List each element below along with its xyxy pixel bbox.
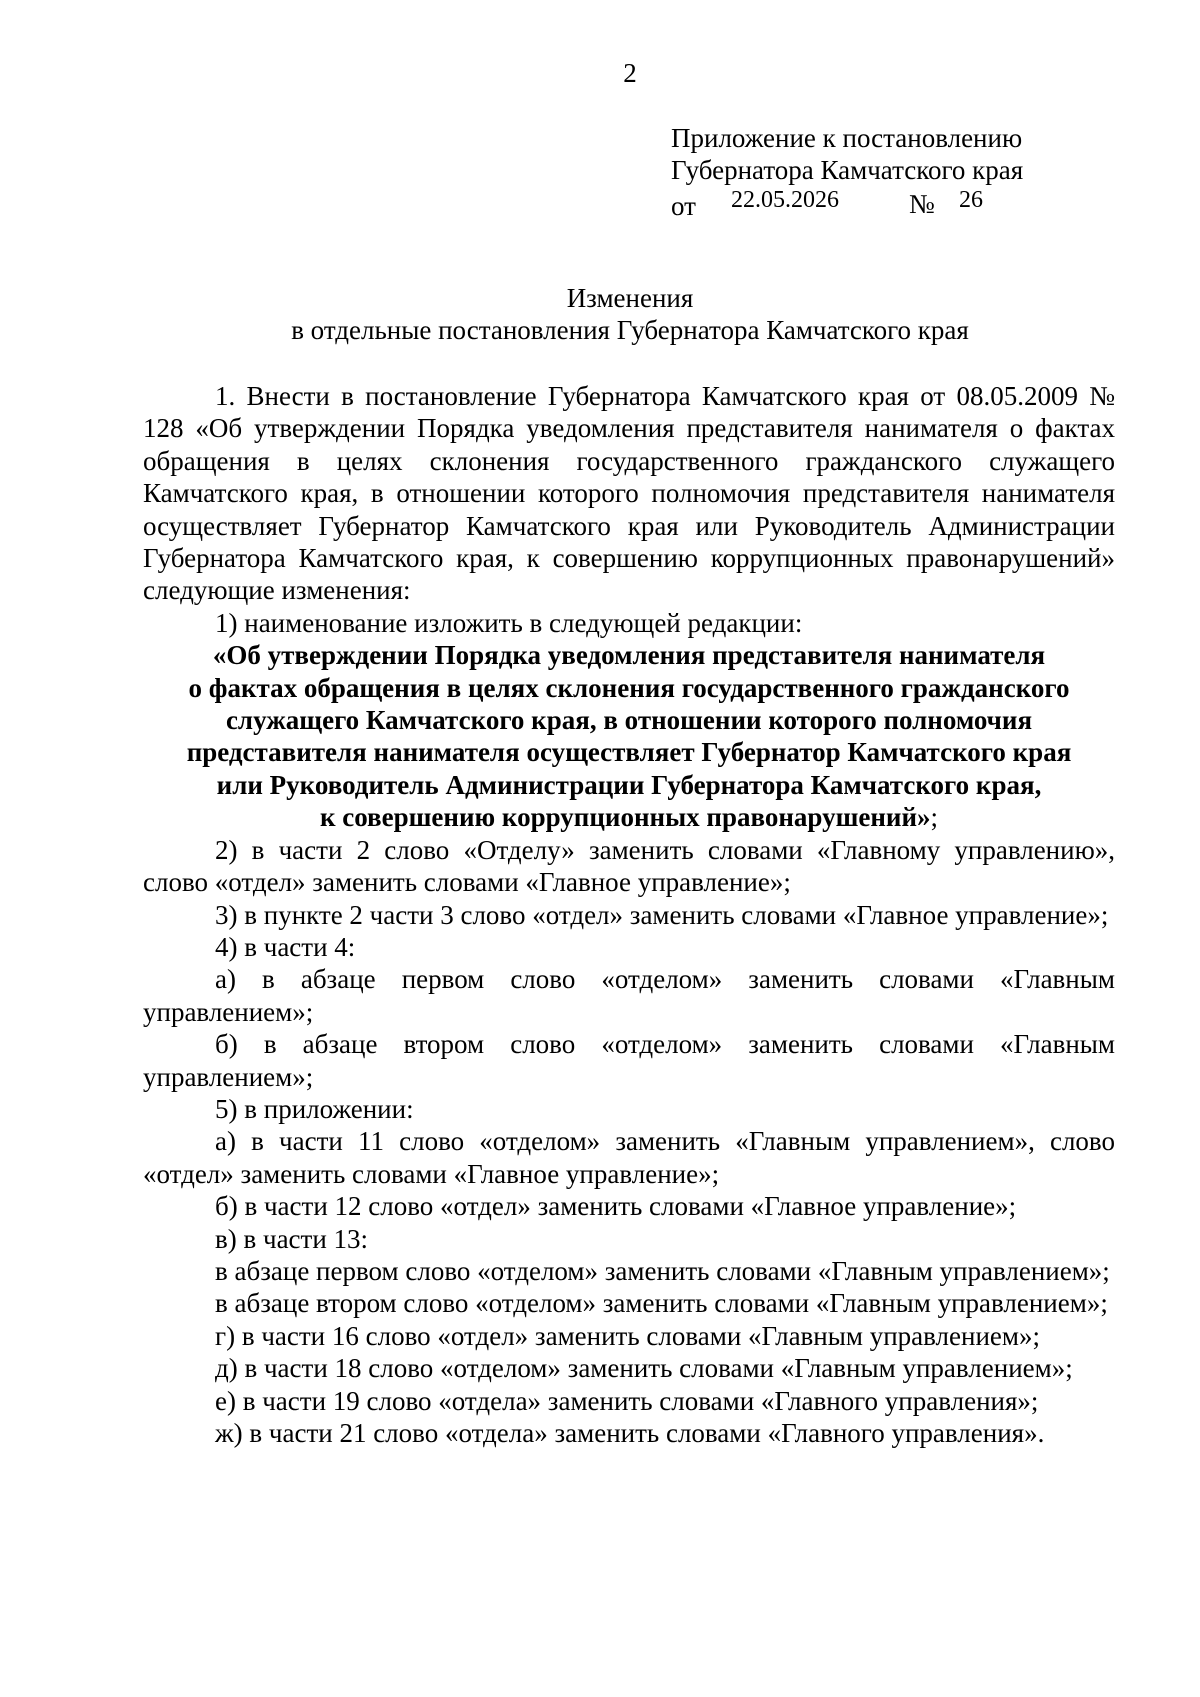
subitem-5zh: ж) в части 21 слово «отдела» заменить словами «Главного управления». xyxy=(215,1418,1045,1448)
subitem-4a: а) в абзаце первом слово «отделом» заменить словами «Главным управлением»; xyxy=(143,964,1115,1027)
subitem-4b: б) в абзаце втором слово «отделом» заменить словами «Главным управлением»; xyxy=(143,1029,1115,1092)
new-title-tail: ; xyxy=(930,802,939,833)
subitem-5e: е) в части 19 слово «отдела» заменить словами «Главного управления»; xyxy=(215,1385,1039,1416)
new-title-line-6-text: к совершению коррупционных правонарушений» xyxy=(319,802,931,833)
decree-date: 22.05.2026 xyxy=(731,187,839,213)
number-sign: № xyxy=(909,189,935,219)
subitem-3: 3) в пункте 2 части 3 слово «отдел» заменить словами «Главное управление»; xyxy=(215,899,1109,930)
appendix-line-2: Губернатора Камчатского края xyxy=(671,155,1024,185)
new-title-line-3: служащего Камчатского края, в отношении которого полномочия xyxy=(225,705,1033,736)
subitem-2: 2) в части 2 слово «Отделу» заменить словами «Главному управлению», слово «отдел» заменить словами «Главное управление»; xyxy=(143,834,1115,898)
new-title-block xyxy=(143,639,1115,833)
appendix-line-1: Приложение к постановлению xyxy=(671,123,1023,153)
subitem-5g: г) в части 16 слово «отдел» заменить словами «Главным управлением»; xyxy=(215,1320,1040,1351)
subitem-5a: а) в части 11 слово «отделом» заменить «Главным управлением», слово «отдел» заменить словами «Главное управление»; xyxy=(143,1126,1115,1189)
item-1-intro: 1. Внести в постановление Губернатора Камчатского края от 08.05.2009 № 128 «Об утверждении Порядка уведомления представителя нанимателя о фактах обращения в целях склонения государственного гражданского служащего Камчатского края, в отношении которого полномочия представителя нанимателя осуществляет Губернатор Камчатского края или Руководитель Администрации Губернатора Камчатского края, к совершению коррупционных правонарушений» следующие изменения: xyxy=(143,381,1115,606)
subitem-5d: д) в части 18 слово «отделом» заменить словами «Главным управлением»; xyxy=(215,1353,1073,1384)
from-label: от xyxy=(671,191,696,221)
subitem-5c: в) в части 13: xyxy=(215,1223,369,1254)
appendix-header xyxy=(671,122,1023,220)
subitem-5: 5) в приложении: xyxy=(215,1093,414,1124)
document-title: Изменения xyxy=(566,283,694,313)
new-title-line-6 xyxy=(143,801,1115,833)
subitem-5b: б) в части 12 слово «отдел» заменить словами «Главное управление»; xyxy=(215,1191,1017,1222)
subitem-5c-1: в абзаце первом слово «отделом» заменить словами «Главным управлением»; xyxy=(215,1255,1110,1286)
document-body xyxy=(143,380,1115,1449)
subitem-5c-2: в абзаце втором слово «отделом» заменить словами «Главным управлением»; xyxy=(215,1288,1108,1319)
decree-number: 26 xyxy=(959,187,983,213)
new-title-line-5: или Руководитель Администрации Губернатора Камчатского края, xyxy=(216,769,1042,800)
subitem-1: 1) наименование изложить в следующей редакции: xyxy=(215,607,803,638)
subitem-4: 4) в части 4: xyxy=(215,931,356,962)
new-title-line-1: «Об утверждении Порядка уведомления представителя нанимателя xyxy=(212,640,1046,671)
new-title-line-4: представителя нанимателя осуществляет Губернатор Камчатского края xyxy=(186,737,1072,768)
document-subtitle: в отдельные постановления Губернатора Камчатского края xyxy=(291,315,969,345)
page-number: 2 xyxy=(623,58,637,88)
new-title-line-2: о фактах обращения в целях склонения государственного гражданского xyxy=(188,672,1070,703)
appendix-date-line xyxy=(671,186,1023,220)
